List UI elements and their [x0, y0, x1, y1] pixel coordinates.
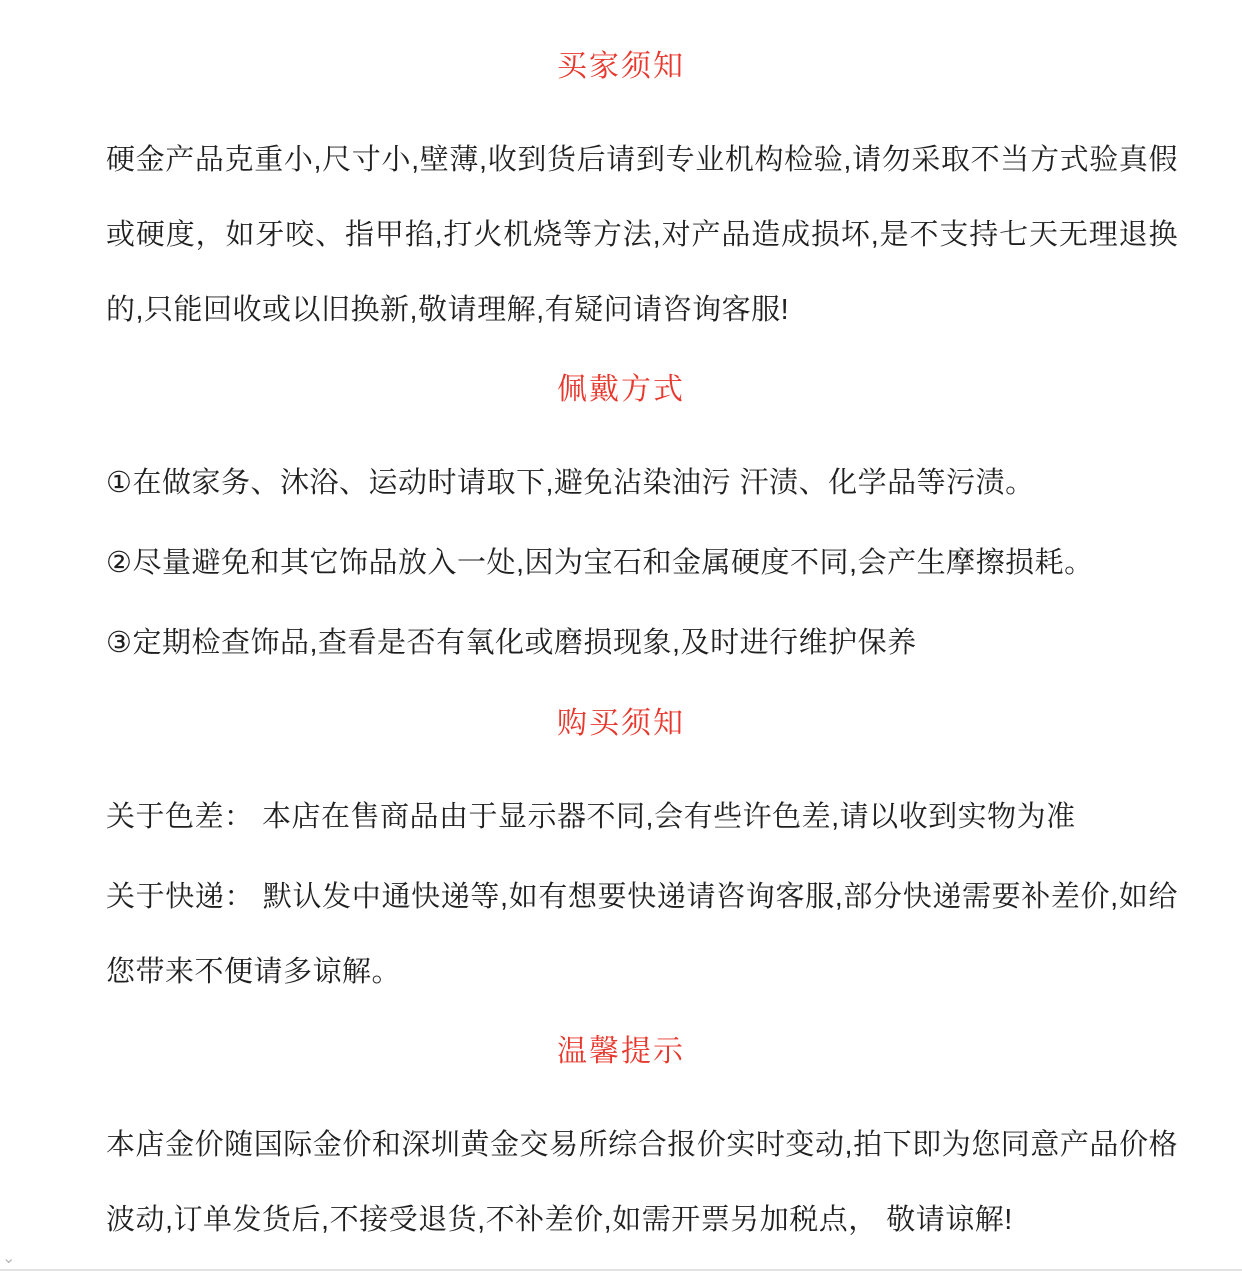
- gold-price-note: 本店金价随国际金价和深圳黄金交易所综合报价实时变动,拍下即为您同意产品价格波动,订单发货后,不接受退货,不补差价,如需开票另加税点， 敬请谅解!: [106, 1129, 1178, 1237]
- warm-tips-heading: 温馨提示: [557, 1035, 685, 1069]
- shipping-note: 关于快递： 默认发中通快递等,如有想要快递请咨询客服,部分快递需要补差价,如给您带来不便请多谅解。: [106, 880, 1178, 988]
- wearing-instruction-item-1: ①在做家务、沐浴、运动时请取下,避免沾染油污 汗渍、化学品等污渍。: [106, 467, 1035, 500]
- buyer-notice-heading: 买家须知: [557, 50, 685, 83]
- buyer-notice-paragraph: 硬金产品克重小,尺寸小,壁薄,收到货后请到专业机构检验,请勿采取不当方式验真假或硬度，如牙咬、指甲掐,打火机烧等方法,对产品造成损坏,是不支持七天无理退换的,只能回收或以旧换新,敬请理解,有疑问请咨询客服!: [106, 144, 1178, 326]
- section-warm-tips: [0, 1035, 1242, 1258]
- section-purchase-notice: [0, 707, 1242, 1009]
- section-buyer-notice: [0, 50, 1242, 347]
- wearing-instruction-item-2: ②尽量避免和其它饰品放入一处,因为宝石和金属硬度不同,会产生摩擦损耗。: [106, 547, 1094, 580]
- purchase-notice-heading: 购买须知: [557, 706, 685, 740]
- wearing-instructions-heading: 佩戴方式: [557, 373, 685, 407]
- wearing-instruction-item-3: ③定期检查饰品,查看是否有氧化或磨损现象,及时进行维护保养: [106, 627, 917, 660]
- color-difference-note: 关于色差： 本店在售商品由于显示器不同,会有些许色差,请以收到实物为准: [106, 800, 1076, 833]
- corner-artifact-icon: ⌄: [2, 1250, 18, 1267]
- section-wearing-instructions: [0, 373, 1242, 680]
